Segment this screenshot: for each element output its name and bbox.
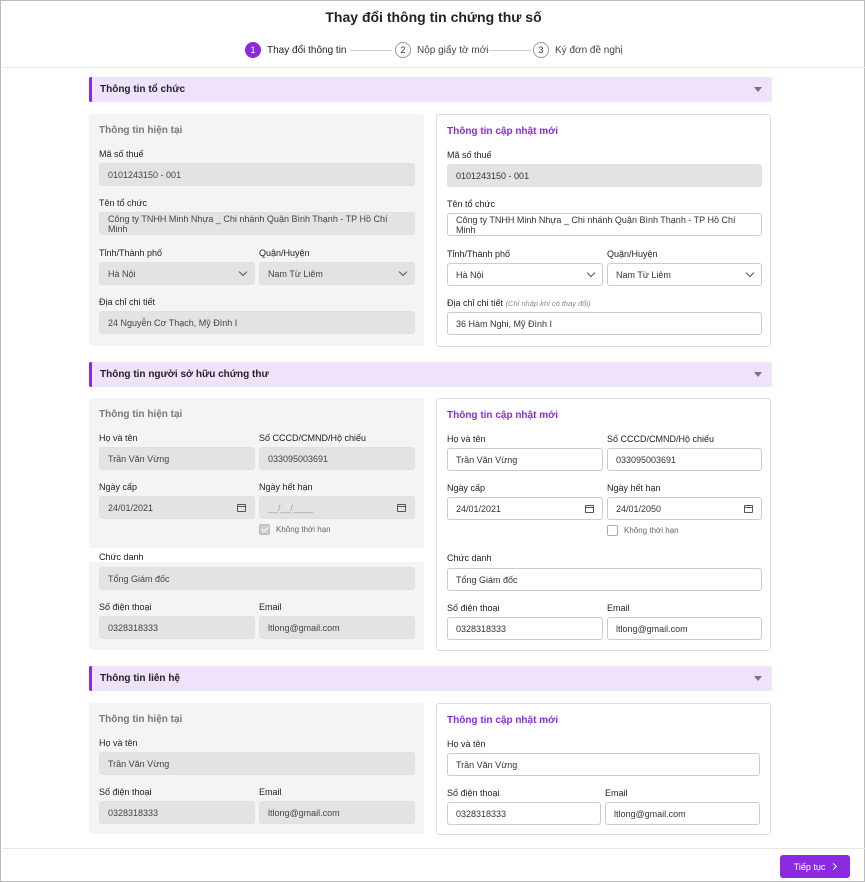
province-select: Hà Nội	[99, 262, 255, 285]
checkbox-icon	[607, 525, 618, 536]
step-label: Nộp giấy tờ mới	[417, 44, 489, 56]
step-number: 3	[533, 42, 549, 58]
issue-date-field: 24/01/2021	[99, 496, 255, 519]
id-label: Số CCCD/CMND/Hộ chiếu	[607, 434, 715, 444]
panel-heading: Thông tin cập nhật mới	[447, 715, 558, 726]
contact-current-panel	[89, 703, 424, 834]
step-label: Ký đơn đề nghị	[555, 44, 623, 56]
tax-label: Mã số thuế	[447, 150, 492, 160]
expiry-label: Ngày hết hạn	[259, 482, 313, 492]
name-field: Trần Văn Vừng	[99, 447, 255, 470]
id-field: 033095003691	[259, 447, 415, 470]
phone-label: Số điện thoại	[447, 788, 500, 798]
section-contact-header[interactable]	[89, 666, 772, 691]
phone-input[interactable]: 0328318333	[447, 617, 603, 640]
org-current-panel	[89, 114, 424, 346]
step-number: 1	[245, 42, 261, 58]
position-field: Tổng Giám đốc	[99, 567, 415, 590]
name-input[interactable]: Trần Văn Vừng	[447, 448, 603, 471]
district-label: Quận/Huyện	[259, 248, 310, 258]
district-select[interactable]: Nam Từ Liêm	[607, 263, 762, 286]
section-org-header[interactable]	[89, 77, 772, 102]
step-2[interactable]	[395, 42, 488, 58]
org-new-panel	[436, 114, 771, 347]
panel-heading: Thông tin hiện tại	[99, 409, 183, 420]
divider	[2, 848, 865, 849]
calendar-icon	[744, 505, 753, 513]
section-title: Thông tin tổ chức	[100, 84, 186, 95]
name-label: Họ và tên	[447, 434, 486, 444]
step-label: Thay đổi thông tin	[267, 44, 347, 56]
step-1[interactable]	[245, 42, 347, 58]
tax-field: 0101243150 - 001	[99, 163, 415, 186]
name-label: Họ và tên	[447, 739, 486, 749]
org-name-input[interactable]: Công ty TNHH Minh Nhựa _ Chi nhánh Quận Bình Thạnh - TP Hồ Chí Minh	[447, 213, 762, 236]
phone-field: 0328318333	[99, 616, 255, 639]
calendar-icon	[237, 504, 246, 512]
email-input[interactable]: ltlong@gmail.com	[605, 802, 760, 825]
calendar-icon	[397, 504, 406, 512]
email-input[interactable]: ltlong@gmail.com	[607, 617, 762, 640]
district-select: Nam Từ Liêm	[259, 262, 415, 285]
name-input[interactable]: Trần Văn Vừng	[447, 753, 760, 776]
expiry-date-field: __/__/____	[259, 496, 415, 519]
id-input[interactable]: 033095003691	[607, 448, 762, 471]
page-title: Thay đổi thông tin chứng thư số	[325, 9, 542, 25]
no-expiry-checkbox[interactable]: Không thời hạn	[607, 525, 679, 536]
province-label: Tỉnh/Thành phố	[99, 248, 163, 258]
panel-heading: Thông tin hiện tại	[99, 714, 183, 725]
position-label: Chức danh	[447, 553, 492, 563]
panel-heading: Thông tin hiện tại	[99, 125, 183, 136]
name-field: Trần Văn Vừng	[99, 752, 415, 775]
issue-date-input[interactable]: 24/01/2021	[447, 497, 603, 520]
next-button[interactable]	[780, 855, 850, 878]
contact-new-panel	[436, 703, 771, 835]
calendar-icon	[585, 505, 594, 513]
phone-field: 0328318333	[99, 801, 255, 824]
step-connector	[350, 50, 392, 51]
issue-label: Ngày cấp	[99, 482, 138, 492]
chevron-down-icon	[587, 269, 595, 277]
divider	[2, 67, 865, 68]
id-label: Số CCCD/CMND/Hộ chiếu	[259, 433, 367, 443]
district-label: Quận/Huyện	[607, 249, 658, 259]
phone-input[interactable]: 0328318333	[447, 802, 601, 825]
owner-new-panel	[436, 398, 771, 651]
address-field: 24 Nguyễn Cơ Thạch, Mỹ Đình I	[99, 311, 415, 334]
section-owner-header[interactable]	[89, 362, 772, 387]
tax-field: 0101243150 - 001	[447, 164, 762, 187]
chevron-down-icon	[746, 269, 754, 277]
name-label: Họ và tên	[99, 738, 138, 748]
email-label: Email	[607, 603, 630, 613]
expiry-label: Ngày hết hạn	[607, 483, 661, 493]
chevron-down-icon	[399, 268, 407, 276]
issue-label: Ngày cấp	[447, 483, 486, 493]
step-3[interactable]	[533, 42, 623, 58]
name-label: Họ và tên	[99, 433, 138, 443]
address-input[interactable]: 36 Hàm Nghi, Mỹ Đình I	[447, 312, 762, 335]
caret-down-icon[interactable]	[754, 676, 762, 681]
email-label: Email	[259, 602, 282, 612]
address-label: Địa chỉ chi tiết	[99, 297, 156, 307]
email-field: ltlong@gmail.com	[259, 616, 415, 639]
phone-label: Số điện thoại	[99, 602, 152, 612]
chevron-down-icon	[239, 268, 247, 276]
phone-label: Số điện thoại	[447, 603, 500, 613]
caret-down-icon[interactable]	[754, 87, 762, 92]
next-button-label: Tiếp tục	[793, 861, 826, 872]
position-label: Chức danh	[99, 552, 144, 562]
org-name-field: Công ty TNHH Minh Nhựa _ Chi nhánh Quận Bình Thạnh - TP Hồ Chí Minh	[99, 212, 415, 235]
email-label: Email	[259, 787, 282, 797]
section-title: Thông tin người sở hữu chứng thư	[100, 369, 269, 380]
province-label: Tỉnh/Thành phố	[447, 249, 511, 259]
address-hint: (Chỉ nhập khi có thay đổi)	[505, 299, 591, 308]
checkbox-checked-icon	[259, 524, 270, 535]
panel-heading: Thông tin cập nhật mới	[447, 126, 558, 137]
org-name-label: Tên tổ chức	[99, 198, 148, 208]
step-connector	[489, 50, 531, 51]
section-title: Thông tin liên hệ	[100, 673, 180, 684]
province-select[interactable]: Hà Nội	[447, 263, 603, 286]
email-field: ltlong@gmail.com	[259, 801, 415, 824]
expiry-date-input[interactable]: 24/01/2050	[607, 497, 762, 520]
stepper	[1, 42, 865, 60]
owner-current-panel	[89, 398, 424, 650]
caret-down-icon[interactable]	[754, 372, 762, 377]
org-name-label: Tên tổ chức	[447, 199, 496, 209]
tax-label: Mã số thuế	[99, 149, 144, 159]
email-label: Email	[605, 788, 628, 798]
no-expiry-checkbox: Không thời hạn	[259, 524, 331, 535]
step-number: 2	[395, 42, 411, 58]
phone-label: Số điện thoại	[99, 787, 152, 797]
position-input[interactable]: Tổng Giám đốc	[447, 568, 762, 591]
panel-heading: Thông tin cập nhật mới	[447, 410, 558, 421]
chevron-right-icon	[830, 863, 837, 870]
address-label: Địa chỉ chi tiết (Chỉ nhập khi có thay đổi)	[447, 298, 591, 308]
